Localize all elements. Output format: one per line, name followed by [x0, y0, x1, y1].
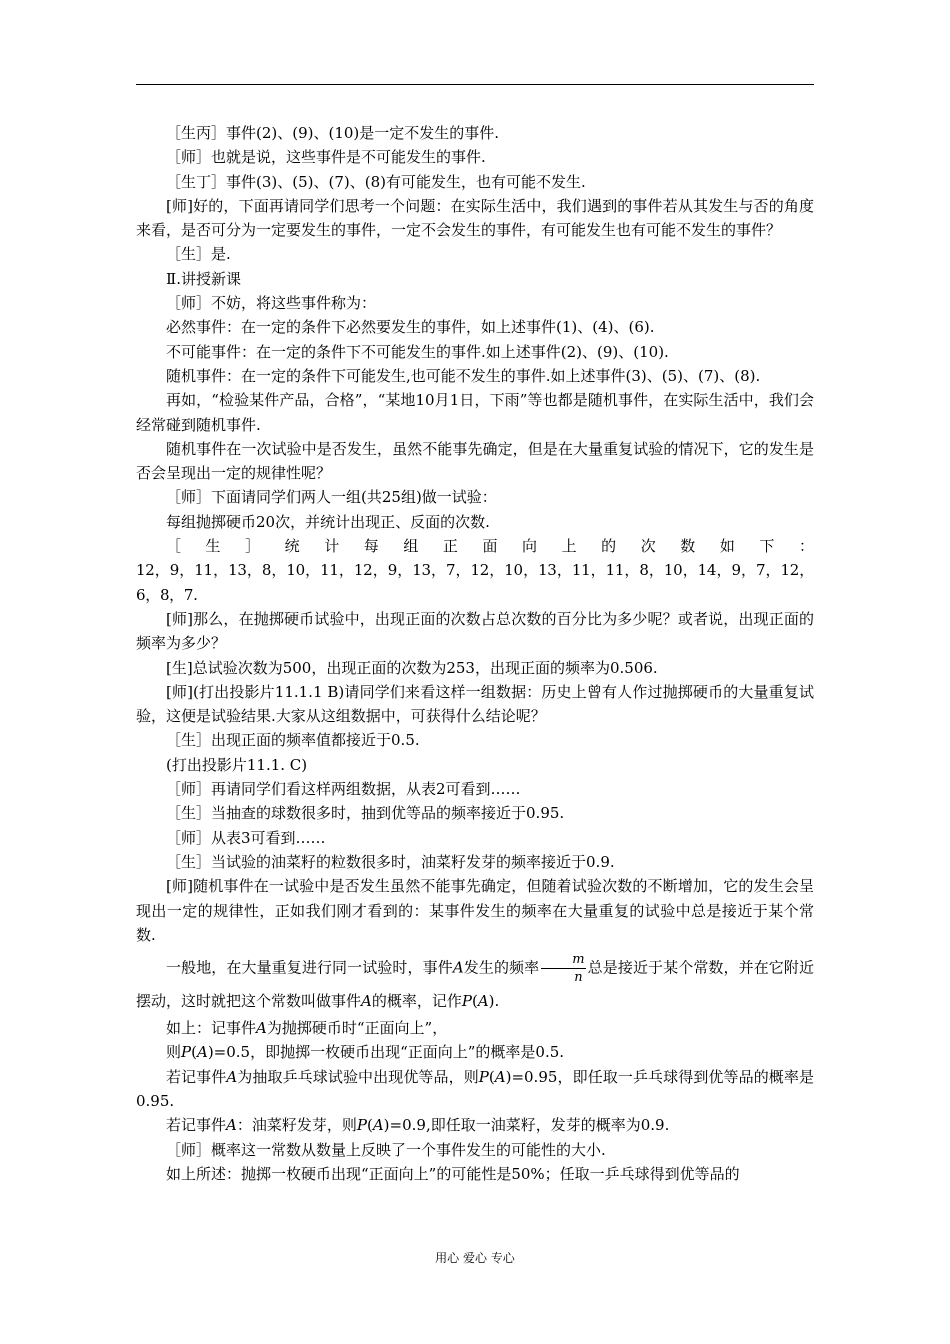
paragraph: [师]那么，在抛掷硬币试验中，出现正面的次数占总次数的百分比为多少呢？或者说，出现正面的频率为多少？ [136, 609, 814, 653]
paragraph: ［生］统计每组正面向上的次数如下： [166, 537, 814, 556]
text-run: 为抽取乒乓球试验中出现优等品，则 [237, 1067, 479, 1086]
section-heading: Ⅱ.讲授新课 [166, 269, 241, 288]
fraction-denominator: n [574, 970, 583, 986]
page-footer: 用心 爱心 专心 [435, 1251, 515, 1265]
text-run: ( [366, 1116, 373, 1135]
paragraph: ［师］不妨，将这些事件称为： [166, 294, 377, 313]
text-run: 如上：记事件 [166, 1019, 257, 1038]
paragraph: [师]随机事件在一试验中是否发生虽然不能事先确定，但随着试验次数的不断增加，它的发生会呈现出一定的规律性，正如我们刚才看到的：某事件发生的频率在大量重复的试验中总是接近于某个常数. [136, 877, 814, 944]
math-var: P [356, 1116, 367, 1135]
paragraph: (打出投影片11.1. C) [166, 755, 308, 774]
text-run: 则 [166, 1043, 182, 1062]
text-run: ( [471, 992, 478, 1011]
data-list: 12，9，11，13，8，10，11，12，9，13，7，12，10，13，11，11，8，10，14，9，7，12，6，8，7. [136, 561, 814, 604]
text-run: ). [488, 992, 500, 1011]
math-var: P [181, 1043, 192, 1062]
paragraph: ［师］再请同学们看这样两组数据，从表2可看到…… [166, 780, 521, 799]
math-var: A [256, 1019, 267, 1038]
math-var: A [494, 1067, 506, 1086]
paragraph: 如上所述：抛掷一枚硬币出现“正面向上”的可能性是50%；任取一乒乓球得到优等品的 [166, 1164, 740, 1183]
definition-impossible-event: 不可能事件：在一定的条件下不可能发生的事件.如上述事件(2)、(9)、(10). [166, 342, 669, 361]
definition-random-event: 随机事件：在一定的条件下可能发生,也可能不发生的事件.如上述事件(3)、(5)、(7)、(8). [166, 366, 761, 385]
paragraph: ［师］从表3可看到…… [166, 828, 326, 847]
text-run: 总是接近于某个常数，并在它附近摆动，这时就把这个常数叫做事件 [136, 958, 814, 1011]
paragraph: ［生丁］事件(3)、(5)、(7)、(8)有可能发生，也有可能不发生. [166, 172, 586, 191]
text-run: )=0.95，即任取一乒乓球得到优等品的概率是0.95. [136, 1067, 814, 1110]
math-var: A [372, 1116, 384, 1135]
math-var: A [226, 1116, 237, 1135]
paragraph: [师]好的，下面再请同学们思考一个问题：在实际生活中，我们遇到的事件若从其发生与否的角度来看，是否可分为一定要发生的事件，一定不会发生的事件，有可能发生也有可能不发生的事件？ [136, 196, 814, 240]
math-var: P [461, 992, 472, 1011]
definition-certain-event: 必然事件：在一定的条件下必然要发生的事件，如上述事件(1)、(4)、(6). [166, 318, 655, 337]
paragraph: ［生］出现正面的频率值都接近于0.5. [166, 731, 420, 750]
paragraph [136, 1016, 814, 1040]
math-var: A [226, 1067, 238, 1086]
text-run: 若记事件 [166, 1067, 227, 1086]
text-run: 的概率，记作 [371, 992, 462, 1011]
math-var: A [361, 992, 372, 1011]
paragraph: ［师］也就是说，这些事件是不可能发生的事件. [166, 148, 486, 167]
math-var: P [478, 1067, 489, 1086]
text-run: ( [488, 1067, 495, 1086]
paragraph [136, 1065, 814, 1114]
paragraph: ［生丙］事件(2)、(9)、(10)是一定不发生的事件. [166, 124, 500, 142]
paragraph: 随机事件在一次试验中是否发生，虽然不能事先确定，但是在大量重复试验的情况下，它的发生是否会呈现出一定的规律性呢？ [136, 439, 814, 483]
text-run: 发生的频率 [463, 958, 540, 977]
math-var: A [477, 992, 489, 1011]
paragraph: ［师］下面请同学们两人一组(共25组)做一试验： [166, 488, 497, 507]
text-run: 为抛掷硬币时“正面向上”， [266, 1019, 448, 1038]
paragraph: [生]总试验次数为500，出现正面的次数为253，出现正面的频率为0.506. [166, 658, 658, 677]
header-rule [136, 84, 814, 85]
text-run: )=0.9,即任取一油菜籽，发芽的概率为0.9. [383, 1116, 670, 1135]
fraction-m-over-n [541, 951, 585, 986]
paragraph: 再如，“检验某件产品，合格”，“某地10月1日，下雨”等也都是随机事件，在实际生活中，我们会经常碰到随机事件. [136, 391, 814, 434]
document-body [136, 121, 814, 1186]
math-var: A [452, 958, 464, 977]
paragraph: [师](打出投影片11.1.1 B)请同学们来看这样一组数据：历史上曾有人作过抛掷硬币的大量重复试验，这便是试验结果.大家从这组数据中，可获得什么结论呢？ [136, 682, 814, 726]
text-run: ：油菜籽发芽，则 [236, 1116, 357, 1135]
paragraph: ［生］当抽查的球数很多时，抽到优等品的频率接近于0.95. [166, 804, 565, 823]
math-var: A [196, 1043, 208, 1062]
paragraph [136, 1040, 814, 1064]
fraction-numerator: m [541, 951, 585, 969]
paragraph: ［生］是. [166, 245, 231, 264]
paragraph [136, 1113, 814, 1137]
text-run: ( [191, 1043, 197, 1062]
text-run: 若记事件 [166, 1116, 227, 1135]
probability-definition [136, 951, 814, 1016]
paragraph: ［师］概率这一常数从数量上反映了一个事件发生的可能性的大小. [166, 1140, 606, 1159]
paragraph: ［生］当试验的油菜籽的粒数很多时，油菜籽发芽的频率接近于0.9. [166, 852, 615, 871]
text-run: 一般地，在大量重复进行同一试验时，事件 [166, 958, 453, 977]
text-run: )=0.5，即抛掷一枚硬币出现“正面向上”的概率是0.5. [207, 1043, 565, 1062]
paragraph: 每组抛掷硬币20次，并统计出现正、反面的次数. [166, 512, 490, 531]
